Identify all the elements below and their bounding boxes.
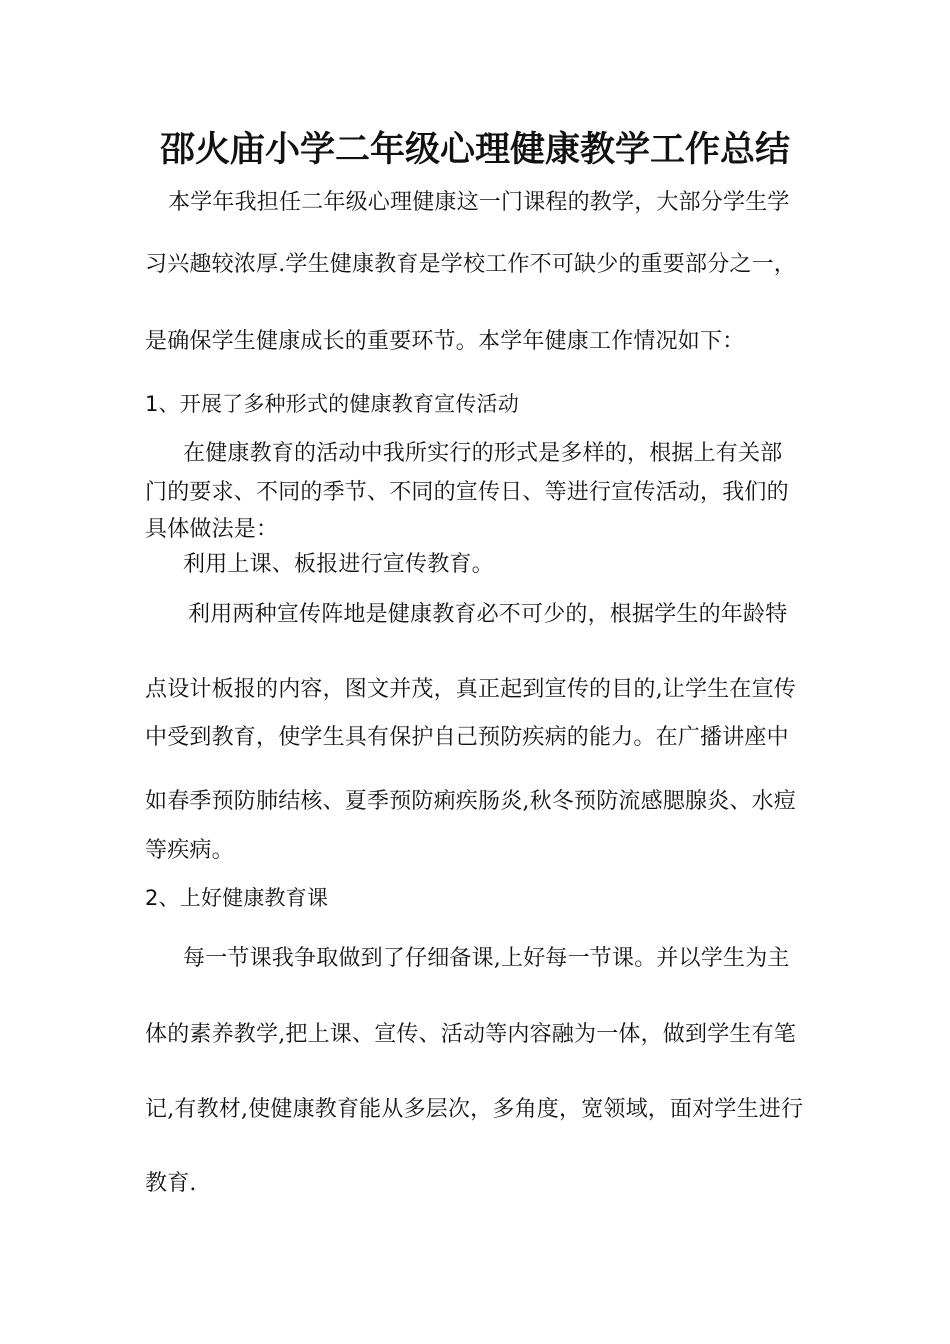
paragraph-line: 等疾病。: [145, 838, 234, 863]
paragraph-line: 如春季预防肺结核、夏季预防痢疾肠炎,秋冬预防流感腮腺炎、水痘: [145, 789, 796, 814]
paragraph-line: 是确保学生健康成长的重要环节。本学年健康工作情况如下：: [145, 329, 745, 354]
paragraph-line: 体的素养教学,把上课、宣传、活动等内容融为一体，做到学生有笔: [145, 1022, 796, 1047]
paragraph-line: 习兴趣较浓厚.学生健康教育是学校工作不可缺少的重要部分之一，: [145, 252, 796, 277]
paragraph-line: 利用两种宣传阵地是健康教育必不可少的，根据学生的年龄特: [188, 602, 788, 627]
section-heading-1: 1、开展了多种形式的健康教育宣传活动: [145, 392, 519, 416]
paragraph-line: 具体做法是：: [145, 517, 279, 542]
paragraph-line: 门的要求、不同的季节、不同的宣传日、等进行宣传活动，我们的: [145, 480, 789, 505]
paragraph-line: 教育.: [145, 1171, 197, 1196]
document-title: 邵火庙小学二年级心理健康教学工作总结: [159, 130, 790, 170]
paragraph-line: 中受到教育，使学生具有保护自己预防疾病的能力。在广播讲座中: [145, 725, 789, 750]
paragraph-line: 利用上课、板报进行宣传教育。: [183, 552, 494, 577]
paragraph-line: 每一节课我争取做到了仔细备课,上好每一节课。并以学生为主: [183, 946, 790, 971]
paragraph-line: 点设计板报的内容，图文并茂，真正起到宣传的目的,让学生在宣传: [145, 677, 796, 702]
paragraph-line: 在健康教育的活动中我所实行的形式是多样的，根据上有关部: [183, 441, 783, 466]
section-heading-2: 2、上好健康教育课: [145, 886, 329, 910]
paragraph-line: 记,有教材,使健康教育能从多层次，多角度，宽领域，面对学生进行: [145, 1097, 804, 1122]
paragraph-line: 本学年我担任二年级心理健康这一门课程的教学，大部分学生学: [168, 190, 790, 215]
